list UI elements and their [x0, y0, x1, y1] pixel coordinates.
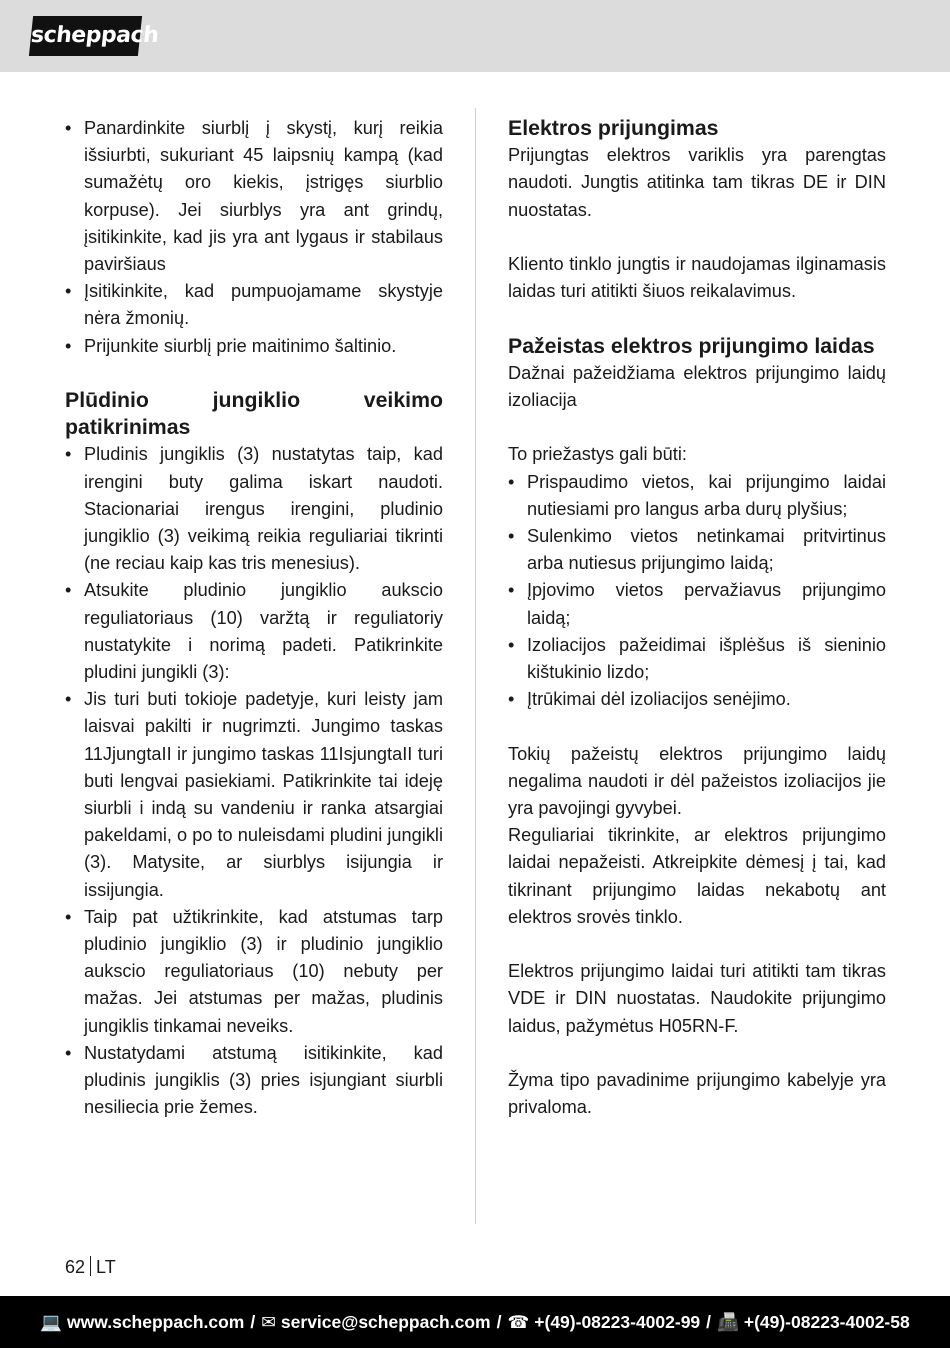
paragraph: Reguliariai tikrinkite, ar elektros prijungimo laidai nepažeisti. Atkreipkite dėmesį į tai, kad tikrinant prijungimo laidas nekabotų ant elektros srovės tinklo. — [508, 825, 886, 927]
list-item: • Sulenkimo vietos netinkamai pritvirtinus arba nutiesus prijungimo laidą; — [508, 523, 886, 577]
list-item: • Jis turi buti tokioje padetyje, kuri leisty jam laisvai pakilti ir nugrimzti. Jungimo taskas 11JjungtaII ir jungimo taskas 11IsjungtaII turi buti lengvai pasiekiami. Patikrinkite tai ideję siurbli i indą su vandeniu ir ranka atsargiai pakeldami, o po to nuleisdami pludini jungikli (3). Matysite, ar siurblys isijungia ir issijungia. — [65, 686, 443, 904]
left-column — [65, 115, 443, 1122]
list-item: • Panardinkite siurblį į skystį, kurį reikia išsiurbti, sukuriant 45 laipsnių kampą (kad sumažėtų oro kiekis, įstrigęs siurblio korpuse). Jei siurblys yra ant grindų, įsitikinkite, kad jis yra ant lygaus ir stabilaus paviršiaus — [65, 115, 443, 278]
section-heading-float-switch: Plūdinio jungiklio veikimo patikrinimas — [65, 388, 443, 440]
list-item: • Taip pat užtikrinkite, kad atstumas tarp pludinio jungiklio (3) ir pludinio jungiklio aukscio reguliatoriaus (10) nebuty per mažas. Jei atstumas per mažas, pludinis jungiklis tinkamai neveiks. — [65, 904, 443, 1040]
footer-separator: / — [250, 1311, 256, 1332]
column-divider — [475, 108, 476, 1224]
envelope-icon: ✉ — [261, 1311, 276, 1332]
page-number-separator — [90, 1256, 91, 1276]
section-heading-electrical-connection: Elektros prijungimas — [508, 116, 719, 140]
page-footer — [0, 1296, 950, 1348]
bullet-list-float-switch — [65, 441, 443, 1121]
list-item: • Atsukite pludinio jungiklio aukscio reguliatoriaus (10) varžtą ir reguliatoriy nustatykite i norimą padeti. Patikrinkite pludini jungikli (3): — [65, 577, 443, 686]
paragraph: Dažnai pažeidžiama elektros prijungimo laidų izoliacija — [508, 362, 886, 410]
list-item: • Prijunkite siurblį prie maitinimo šaltinio. — [65, 333, 443, 360]
paragraph: To priežastys gali būti: — [508, 444, 687, 465]
fax-icon: 📠 — [717, 1311, 739, 1332]
list-item: • Nustatydami atstumą isitikinkite, kad pludinis jungiklis (3) pries isjungiant siurbli nesiliecia prie žemes. — [65, 1040, 443, 1122]
right-column — [508, 115, 886, 1121]
scheppach-logo: scheppach — [29, 16, 142, 56]
paragraph: Elektros prijungimo laidai turi atitikti tam tikras VDE ir DIN nuostatas. Naudokite prijungimo laidus, pažymėtus H05RN-F. — [508, 961, 886, 1036]
footer-separator: / — [706, 1311, 712, 1332]
paragraph: Prijungtas elektros variklis yra parengtas naudoti. Jungtis atitinka tam tikras DE ir DIN nuostatas. — [508, 145, 886, 220]
computer-icon: 💻 — [40, 1311, 63, 1332]
section-heading-damaged-cable: Pažeistas elektros prijungimo laidas — [508, 333, 875, 358]
footer-fax: +(49)-08223-4002-58 — [743, 1311, 910, 1332]
list-item: • Įtrūkimai dėl izoliacijos senėjimo. — [508, 686, 886, 713]
footer-email[interactable]: service@scheppach.com — [280, 1311, 491, 1332]
telephone-icon: ☎ — [507, 1311, 530, 1332]
footer-separator: / — [496, 1311, 502, 1332]
page-language: LT — [96, 1257, 116, 1277]
page-number-value: 62 — [65, 1257, 86, 1277]
footer-website[interactable]: www.scheppach.com — [67, 1311, 245, 1332]
list-item: • Izoliacijos pažeidimai išplėšus iš sieninio kištukinio lizdo; — [508, 632, 886, 686]
page-header — [0, 0, 950, 72]
footer-phone: +(49)-08223-4002-99 — [534, 1311, 701, 1332]
paragraph: Žyma tipo pavadinime prijungimo kabelyje yra privaloma. — [508, 1070, 886, 1118]
bullet-list-top — [65, 115, 443, 360]
list-item: • Įsitikinkite, kad pumpuojamame skystyje nėra žmonių. — [65, 278, 443, 332]
list-item: • Pludinis jungiklis (3) nustatytas taip, kad irengini buty galima iskart naudoti. Stacionariai irengus irengini, pludinio jungiklio (3) veikimą reikia reguliariai tikrinti (ne reciau kaip kas tris menesius). — [65, 441, 443, 577]
paragraph: Tokių pažeistų elektros prijungimo laidų negalima naudoti ir dėl pažeistos izoliacijos jie yra pavojingi gyvybei. — [508, 743, 886, 819]
page-number — [65, 1256, 116, 1278]
paragraph: Kliento tinklo jungtis ir naudojamas ilginamasis laidas turi atitikti šiuos reikalavimus. — [508, 254, 886, 302]
list-item: • Prispaudimo vietos, kai prijungimo laidai nutiesiami pro langus arba durų plyšius; — [508, 469, 886, 523]
bullet-list-causes — [508, 469, 886, 714]
list-item: • Įpjovimo vietos pervažiavus prijungimo laidą; — [508, 577, 886, 631]
